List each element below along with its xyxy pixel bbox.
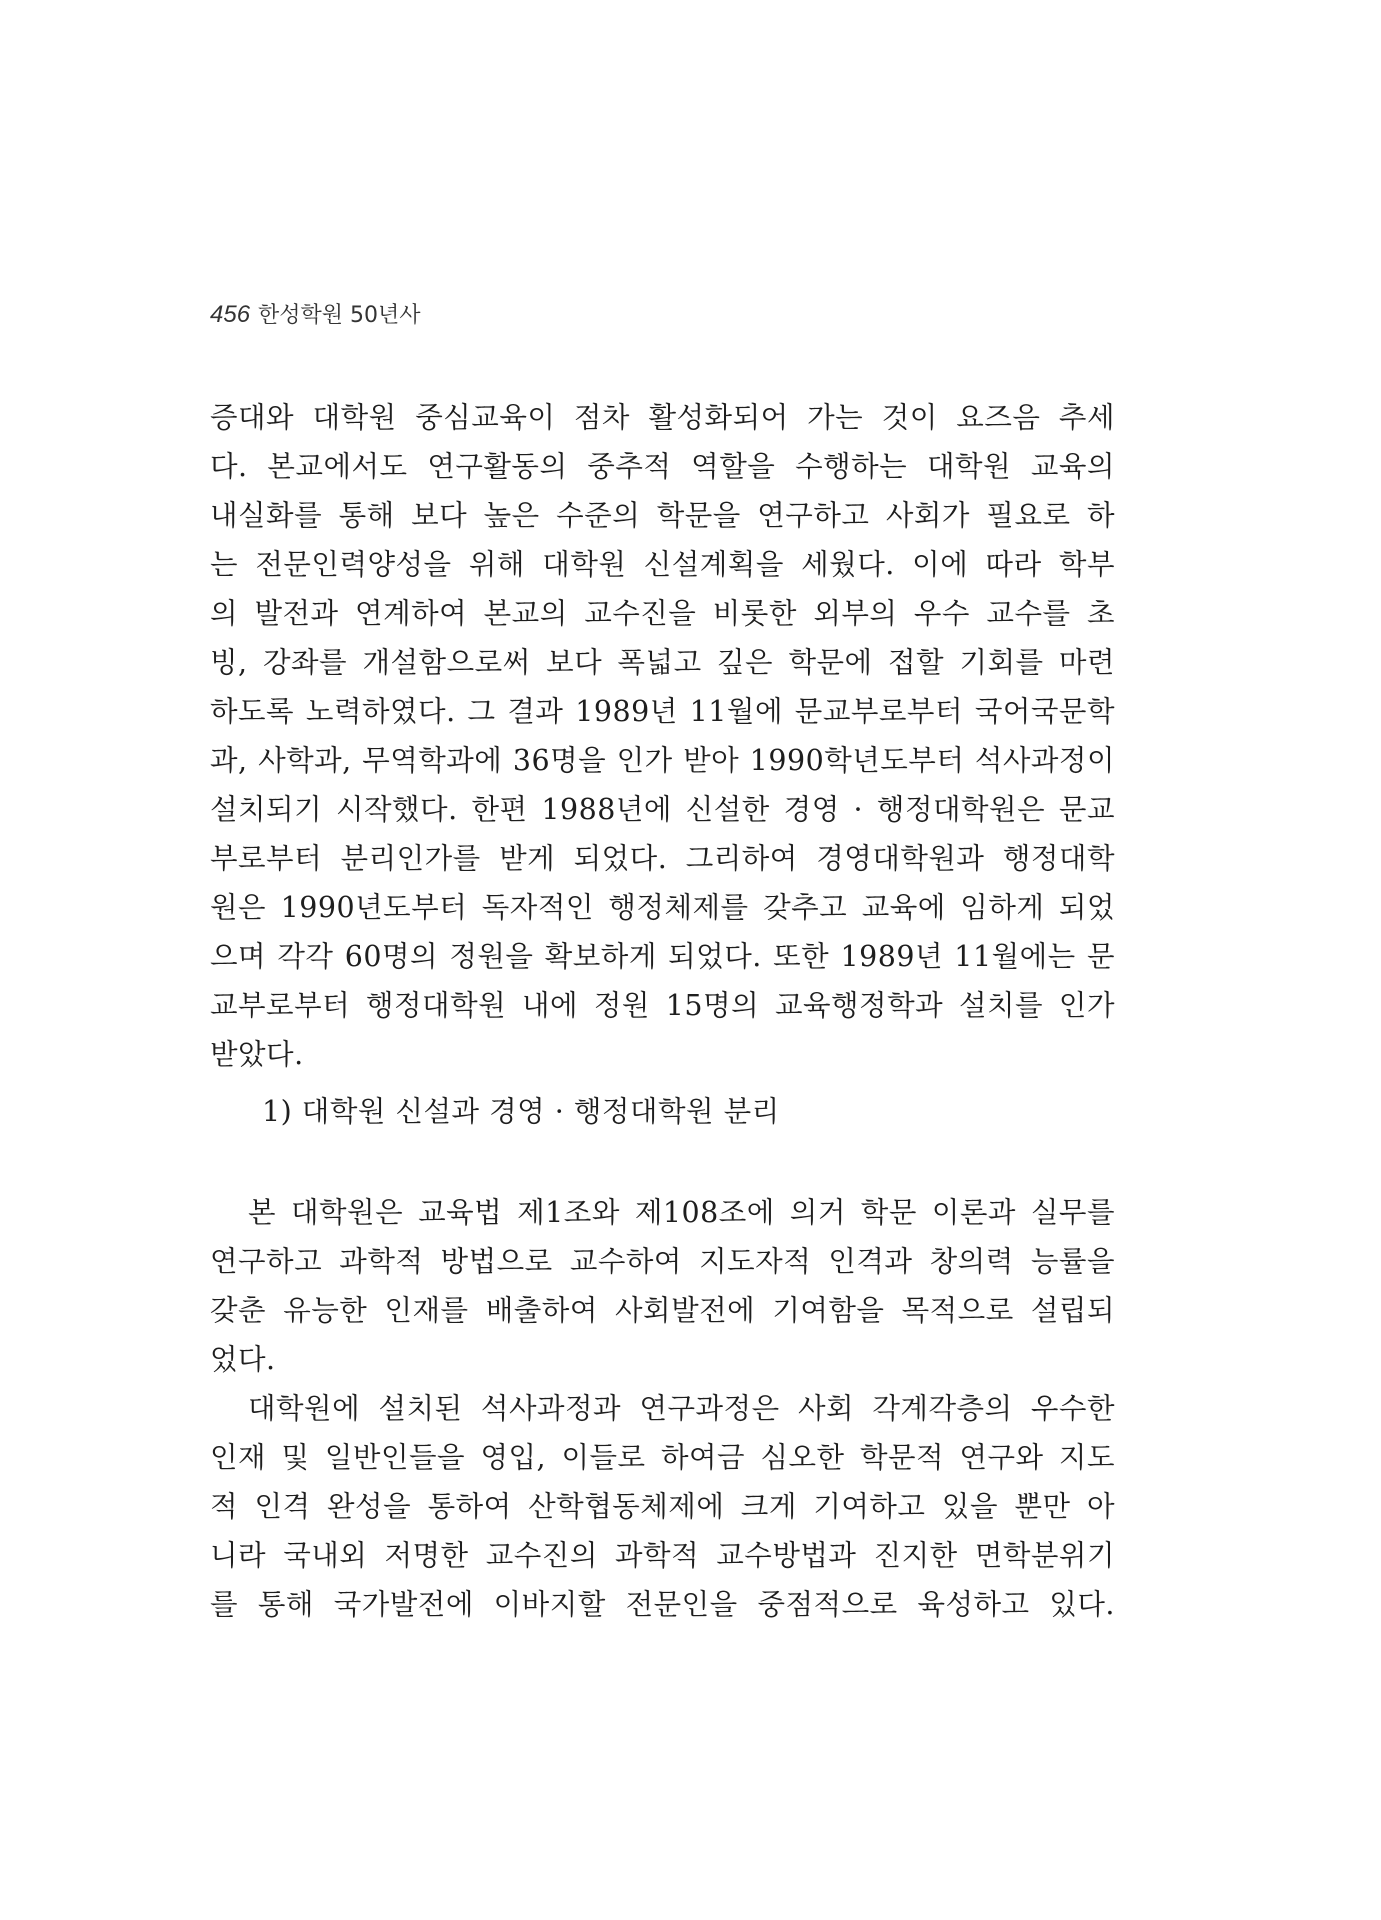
text-line: 과, 사학과, 무역학과에 36명을 인가 받아 1990학년도부터 석사과정이 xyxy=(210,744,1115,777)
book-title: 한성학원 50년사 xyxy=(258,303,421,328)
text-line: 대학원에 설치된 석사과정과 연구과정은 사회 각계각층의 우수한 xyxy=(248,1392,1115,1425)
text-line: 받았다. xyxy=(210,1038,304,1071)
text-line: 원은 1990년도부터 독자적인 행정체제를 갖추고 교육에 임하게 되었 xyxy=(210,891,1115,924)
text-line: 었다. xyxy=(210,1343,276,1376)
text-line: 를 통해 국가발전에 이바지할 전문인을 중점적으로 육성하고 있다. xyxy=(210,1588,1115,1621)
section-heading: 1) 대학원 신설과 경영 · 행정대학원 분리 xyxy=(262,1095,780,1128)
text-line: 설치되기 시작했다. 한편 1988년에 신설한 경영 · 행정대학원은 문교 xyxy=(210,793,1115,826)
page-number: 456 xyxy=(210,301,251,328)
running-header xyxy=(210,298,421,329)
text-line: 본 대학원은 교육법 제1조와 제108조에 의거 학문 이론과 실무를 xyxy=(248,1196,1115,1229)
text-line: 으며 각각 60명의 정원을 확보하게 되었다. 또한 1989년 11월에는 문 xyxy=(210,940,1115,973)
text-line: 빙, 강좌를 개설함으로써 보다 폭넓고 깊은 학문에 접할 기회를 마련 xyxy=(210,646,1115,679)
text-line: 적 인격 완성을 통하여 산학협동체제에 크게 기여하고 있을 뿐만 아 xyxy=(210,1490,1115,1523)
text-line: 증대와 대학원 중심교육이 점차 활성화되어 가는 것이 요즈음 추세 xyxy=(210,401,1115,434)
text-line: 내실화를 통해 보다 높은 수준의 학문을 연구하고 사회가 필요로 하 xyxy=(210,499,1115,532)
text-line: 교부로부터 행정대학원 내에 정원 15명의 교육행정학과 설치를 인가 xyxy=(210,989,1115,1022)
text-line: 의 발전과 연계하여 본교의 교수진을 비롯한 외부의 우수 교수를 초 xyxy=(210,597,1115,630)
text-line: 는 전문인력양성을 위해 대학원 신설계획을 세웠다. 이에 따라 학부 xyxy=(210,548,1115,581)
text-line: 연구하고 과학적 방법으로 교수하여 지도자적 인격과 창의력 능률을 xyxy=(210,1245,1115,1278)
text-line: 니라 국내외 저명한 교수진의 과학적 교수방법과 진지한 면학분위기 xyxy=(210,1539,1115,1572)
text-line: 인재 및 일반인들을 영입, 이들로 하여금 심오한 학문적 연구와 지도 xyxy=(210,1441,1115,1474)
text-line: 다. 본교에서도 연구활동의 중추적 역할을 수행하는 대학원 교육의 xyxy=(210,450,1115,483)
text-line: 부로부터 분리인가를 받게 되었다. 그리하여 경영대학원과 행정대학 xyxy=(210,842,1115,875)
text-line: 갖춘 유능한 인재를 배출하여 사회발전에 기여함을 목적으로 설립되 xyxy=(210,1294,1115,1327)
text-line: 하도록 노력하였다. 그 결과 1989년 11월에 문교부로부터 국어국문학 xyxy=(210,695,1115,728)
